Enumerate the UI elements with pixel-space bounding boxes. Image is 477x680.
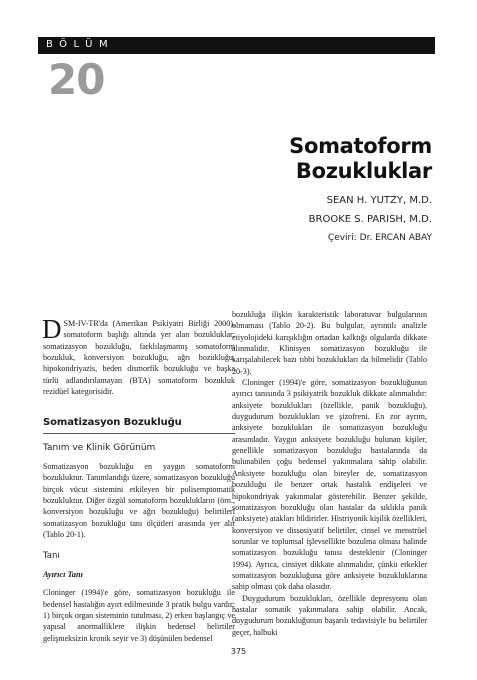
author-2: BROOKE S. PARISH, M.D. [308,214,432,225]
intro-text: SM-IV-TR'da (Amerikan Psikiyatri Birliği 2000), somatoform başlığı altında yer alan bozukluklar; somatizasyon bozukluğu, farklılaşmamış somatoform bozukluk, konversiyon bozukluğu, ağrı bozukluğu, hipokondriyazis, beden dismorfik bozukluğu ve başka türlü adlandırılamayan (BTA) somatoform bozukluk rezidüel kategorisidir. [43,319,235,397]
body-paragraph: Duygudurum bozuklukları, özellikle depresyonu olan hastalar somatik yakınmalara sahip olabilir. Ancak, duygudurum bozukluğunun başarılı tedavisiyle bu belirtiler geçer, halbuki [232,593,427,637]
body-paragraph: Somatizasyon bozukluğu en yaygın somatoform bozukluktur. Tanımlandığı üzere, somatizasyon bozukluğu birçok vücut sistemini etkileyen bir polisemptomatik bozukluktur. Diğer özgül somatoform bozuklukların (örn., konversiyon bozukluğu ve ağrı bozukluğu) belirtileri somatizasyon bozukluğu tanı ölçütleri arasında yer alır (Tablo 20-1). [43,462,235,540]
chapter-number: 20 [48,55,105,104]
intro-paragraph [42,314,235,397]
left-column [42,314,235,644]
subsubsection-heading: Tanı [43,550,60,561]
body-paragraph: bozukluğa ilişkin karakteristik laboratuvar bulgularının olmaması (Tablo 20-2). Bu bulgular, ayrıntılı analizle etiyolojideki karışıklığın ortadan kalktığı olgularda dikkate alınmalıdır. Klinisyen somatizasyon bozukluğu ile karışalabilecek bazı tıbbi bozuklukları da bilmelidir (Tablo 20-3). [232,310,427,376]
translator: Çeviri: Dr. ERCAN ABAY [327,233,432,243]
page-number: 375 [230,647,247,656]
subsection-heading: Tanım ve Klinik Görünüm [43,442,156,453]
drop-cap: D [42,314,62,344]
chapter-bar [38,37,435,54]
right-column [232,309,427,638]
section-heading: Somatizasyon Bozukluğu [43,417,235,433]
chapter-label: BÖLÜM [46,39,115,50]
italic-heading: Ayırıcı Tanı [43,569,83,579]
title-line-1: Somatoform [289,134,432,158]
author-1: SEAN H. YUTZY, M.D. [326,195,432,206]
body-paragraph: Cloninger (1994)'e göre, somatizasyon bozukluğu ile bedensel hastalığın ayırt edilmesinde 3 pratik bulgu vardır: 1) birçok organ sisteminin tutulması, 2) erken başlangıç ve yapısal anormalliklere ilişkin bedensel belirtiler gelişmeksizin kronik seyir ve 3) düşünülen bedensel [43,588,235,643]
author-block [309,191,432,248]
chapter-title [289,134,432,184]
title-line-2: Bozukluklar [295,159,432,183]
body-paragraph: Cloninger (1994)'e göre, somatizasyon bozukluğunun ayırıcı tanısında 3 psikiyatrik bozukluk dikkate alınmalıdır: anksiyete bozuklukları (özellikle, panik bozukluğu), duygudurum bozuklukları ve şizofreni. En zor ayrım, anksiyete bozuklukları ile somatizasyon bozukluğu arasındadır. Yaygın anksiyete bozukluğu bulunan kişiler, genellikle somatizasyon bozukluğu hastalarında da bulunabilen çoğu bedensel yakınmalara sahip olabilir. Anksiyete bozukluğu olan bireyler de, somatizasyon bozukluğu ile benzer ortak hastalık endişeleri ve hipokondriyak yakınmalar gösterebilir. Benzer şekilde, somatizasyon bozukluğu olan hastalar da sıklıkla panik (anksiyete) atakları bildirirler. Histriyonik kişilik özellikleri, konversiyon ve dissosiyatif belirtiler, cinsel ve menstrüel sorunlar ve toplumsal işlevsellikte bozulma olması halinde somatizasyon bozukluğu tanısı desteklenir (Cloninger 1994). Ayrıca, cinsiyet dikkate alınmalıdır, çünkü erkekler somatizasyon bozukluğuna göre anksiyete bozukluklarına sahip olması çok daha olasıdır. [232,378,427,592]
